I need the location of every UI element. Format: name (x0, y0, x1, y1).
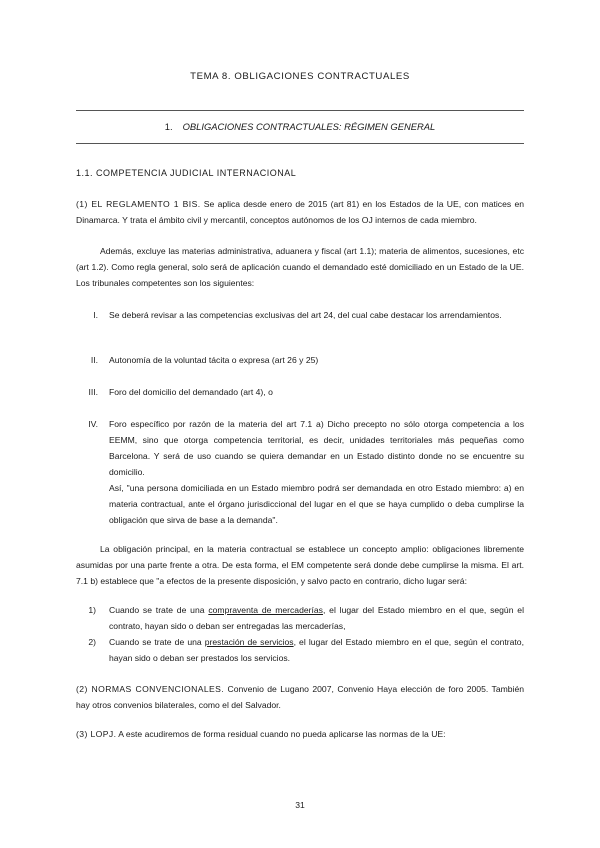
top-divider (76, 110, 524, 111)
section-title (0, 121, 600, 132)
section-number: 1. (164, 121, 173, 132)
numbered-item-text (109, 602, 524, 634)
list-marker: I. (93, 310, 98, 320)
underlined-term: prestación de servicios (204, 637, 294, 647)
numbered-item (76, 634, 524, 666)
list-marker: IV. (88, 419, 98, 429)
list-item-text: Autonomía de la voluntad tácita o expresa (art 26 y 25) (109, 355, 319, 365)
paragraph-lead: (2) NORMAS CONVENCIONALES. (76, 684, 225, 694)
paragraph-exclusions: Además, excluye las materias administrativa, aduanera y fiscal (art 1.1); materia de alimentos, sucesiones, etc (art 1.2). Como regla general, solo será de aplicación cuando el demandado esté domiciliado en un Estado de la UE. Los tribunales competentes son los siguientes: (76, 246, 524, 288)
paragraph-text: Convenio de Lugano 2007, Convenio Haya elección de foro 2005. También hay otros convenios bilaterales, como el del Salvador. (76, 684, 524, 710)
numbered-text-pre: Cuando se trate de una (109, 605, 209, 615)
list-item (76, 416, 524, 528)
section-title-text: OBLIGACIONES CONTRACTUALES: RÉGIMEN GENERAL (182, 121, 436, 132)
paragraph-text: Se aplica desde enero de 2015 (art 81) en los Estados de la UE, con matices en Dinamarca. Y trata el ámbito civil y mercantil, conceptos autónomos de los OJ internos de cada miembro. (76, 199, 524, 225)
numbered-marker: 2) (88, 637, 96, 647)
numbered-item (76, 602, 524, 634)
list-item (76, 307, 524, 323)
numbered-item-text (109, 634, 524, 666)
document-title: TEMA 8. OBLIGACIONES CONTRACTUALES (190, 71, 410, 82)
subsection-heading: 1.1. COMPETENCIA JUDICIAL INTERNACIONAL (76, 168, 297, 178)
numbered-marker: 1) (88, 605, 96, 615)
list-item-text: Se deberá revisar a las competencias exclusivas del art 24, del cual cabe destacar los arrendamientos. (109, 310, 502, 320)
list-item-text: Foro específico por razón de la materia del art 7.1 a) Dicho precepto no sólo otorga competencia a los EEMM, sino que otorga competencia territorial, es decir, unidades territoriales más pequeñas como Barcelona. Y será de uso cuando se quiera demandar en un Estado distinto donde no se encuentre su domicilio. (109, 419, 524, 477)
bottom-divider (76, 143, 524, 144)
list-item-quote: Así, "una persona domiciliada en un Estado miembro podrá ser demandada en otro Estado miembro: a) en materia contractual, ante el órgano jurisdiccional del lugar en el que se haya cumplido o deba cumplirse la obligación que sirva de base a la demanda". (109, 483, 524, 525)
paragraph-reglamento (76, 196, 524, 228)
list-marker: II. (90, 355, 98, 365)
paragraph-lead: (1) EL REGLAMENTO 1 BIS. (76, 199, 201, 209)
numbered-text-post: , el lugar del Estado miembro en el que, según el contrato, hayan sido o deban ser prestados los servicios. (109, 637, 524, 663)
underlined-term: compraventa de mercaderías (208, 605, 323, 615)
list-item (76, 384, 524, 400)
numbered-text-post: , el lugar del Estado miembro en el que, según el contrato, hayan sido o deban ser entregadas las mercaderías, (109, 605, 524, 631)
list-item (76, 352, 524, 368)
paragraph-normas (76, 681, 524, 713)
numbered-text-pre: Cuando se trate de una (109, 637, 205, 647)
paragraph-text: A este acudiremos de forma residual cuando no pueda aplicarse las normas de la UE: (116, 729, 446, 739)
paragraph-obligation: La obligación principal, en la materia contractual se establece un concepto amplio: obligaciones libremente asumidas por una parte frente a otra. De esta forma, el EM competente será donde debe cumplirse la misma. El art. 7.1 b) establece que "a efectos de la presente disposición, y salvo pacto en contrario, dicho lugar será: (76, 544, 524, 586)
list-marker: III. (88, 387, 98, 397)
paragraph-lead: (3) LOPJ. (76, 729, 117, 739)
page-number: 31 (295, 800, 305, 810)
paragraph-lopj (76, 726, 524, 742)
list-item-text: Foro del domicilio del demandado (art 4), o (109, 387, 273, 397)
